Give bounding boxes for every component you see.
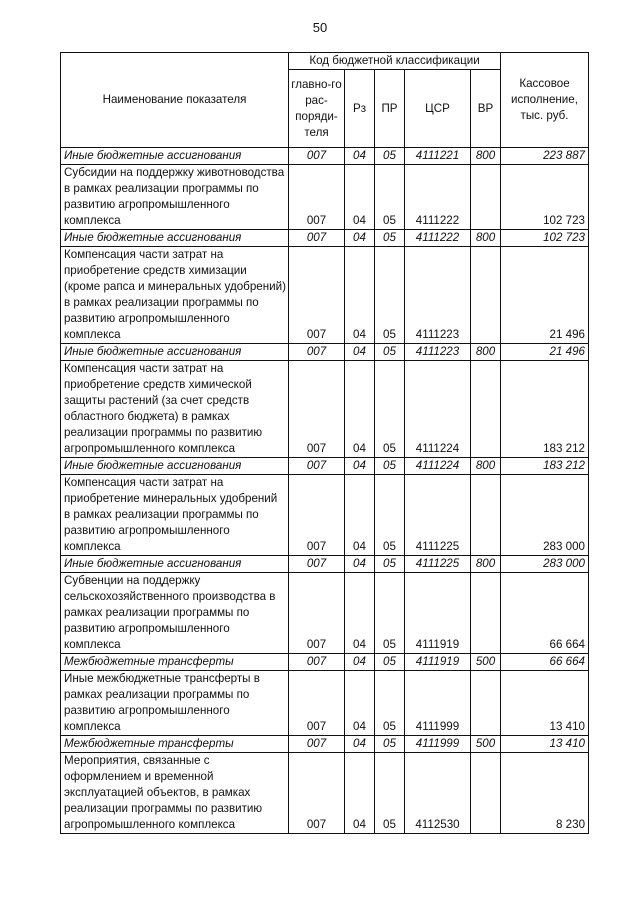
- row-vr: [471, 165, 501, 230]
- row-pr: 05: [375, 230, 405, 247]
- row-pr: 05: [375, 753, 405, 834]
- row-grbs: 007: [289, 148, 345, 165]
- header-col-rz: Рз: [345, 70, 375, 148]
- row-grbs: 007: [289, 165, 345, 230]
- row-value: 102 723: [501, 230, 589, 247]
- header-col-csr: ЦСР: [405, 70, 471, 148]
- row-pr: 05: [375, 671, 405, 736]
- row-csr: 4111225: [405, 556, 471, 573]
- row-name: Субсидии на поддержку животноводства в рамках реализации программы по развитию агропромышленного комплекса: [61, 165, 289, 230]
- row-rz: 04: [345, 148, 375, 165]
- row-rz: 04: [345, 475, 375, 556]
- row-csr: 4111225: [405, 475, 471, 556]
- row-rz: 04: [345, 671, 375, 736]
- row-csr: 4111222: [405, 165, 471, 230]
- row-value: 283 000: [501, 475, 589, 556]
- row-grbs: 007: [289, 573, 345, 654]
- header-col-grbs: главно-го рас-поряди-теля: [289, 70, 345, 148]
- row-pr: 05: [375, 654, 405, 671]
- row-value: 66 664: [501, 573, 589, 654]
- row-grbs: 007: [289, 247, 345, 344]
- row-csr: 4111222: [405, 230, 471, 247]
- row-grbs: 007: [289, 736, 345, 753]
- row-rz: 04: [345, 458, 375, 475]
- row-name: Субвенции на поддержку сельскохозяйственного производства в рамках реализации программы по развитию агропромышленного комплекса: [61, 573, 289, 654]
- row-name: Межбюджетные трансферты: [61, 736, 289, 753]
- row-pr: 05: [375, 458, 405, 475]
- table-row: [61, 753, 589, 834]
- table-row: [61, 247, 589, 344]
- row-value: 8 230: [501, 753, 589, 834]
- row-name: Иные бюджетные ассигнования: [61, 344, 289, 361]
- row-grbs: 007: [289, 671, 345, 736]
- table-row: [61, 573, 589, 654]
- row-rz: 04: [345, 556, 375, 573]
- row-csr: 4111223: [405, 247, 471, 344]
- row-pr: 05: [375, 344, 405, 361]
- row-grbs: 007: [289, 344, 345, 361]
- row-grbs: 007: [289, 556, 345, 573]
- table-row: [61, 671, 589, 736]
- row-pr: 05: [375, 475, 405, 556]
- header-name: Наименование показателя: [61, 53, 289, 148]
- row-pr: 05: [375, 165, 405, 230]
- row-csr: 4111224: [405, 361, 471, 458]
- row-vr: [471, 573, 501, 654]
- row-value: 223 887: [501, 148, 589, 165]
- header-col-vr: ВР: [471, 70, 501, 148]
- row-vr: 800: [471, 148, 501, 165]
- header-col-pr: ПР: [375, 70, 405, 148]
- row-vr: 800: [471, 556, 501, 573]
- row-grbs: 007: [289, 230, 345, 247]
- row-pr: 05: [375, 148, 405, 165]
- table-row: [61, 165, 589, 230]
- row-value: 21 496: [501, 344, 589, 361]
- row-value: 283 000: [501, 556, 589, 573]
- row-csr: 4112530: [405, 753, 471, 834]
- row-name: Иные бюджетные ассигнования: [61, 556, 289, 573]
- page-number: 50: [312, 20, 328, 35]
- row-name: Мероприятия, связанные с оформлением и временной эксплуатацией объектов, в рамках реализации программы по развитию агропромышленного комплекса: [61, 753, 289, 834]
- row-vr: 800: [471, 458, 501, 475]
- row-name: Компенсация части затрат на приобретение средств химизации (кроме рапса и минеральных удобрений) в рамках реализации программы по развитию агропромышленного комплекса: [61, 247, 289, 344]
- table-row: [61, 556, 589, 573]
- row-vr: 500: [471, 654, 501, 671]
- row-rz: 04: [345, 736, 375, 753]
- row-rz: 04: [345, 230, 375, 247]
- row-name: Компенсация части затрат на приобретение средств химической защиты растений (за счет средств областного бюджета) в рамках реализации программы по развитию агропромышленного комплекса: [61, 361, 289, 458]
- row-value: 13 410: [501, 671, 589, 736]
- row-value: 102 723: [501, 165, 589, 230]
- header-classification: Код бюджетной классификации: [289, 53, 501, 70]
- table-row: [61, 344, 589, 361]
- row-pr: 05: [375, 556, 405, 573]
- row-rz: 04: [345, 165, 375, 230]
- row-grbs: 007: [289, 475, 345, 556]
- row-pr: 05: [375, 361, 405, 458]
- table-row: [61, 361, 589, 458]
- row-rz: 04: [345, 361, 375, 458]
- row-grbs: 007: [289, 753, 345, 834]
- row-rz: 04: [345, 753, 375, 834]
- row-rz: 04: [345, 247, 375, 344]
- row-csr: 4111919: [405, 654, 471, 671]
- row-value: 183 212: [501, 458, 589, 475]
- row-csr: 4111224: [405, 458, 471, 475]
- row-pr: 05: [375, 247, 405, 344]
- row-grbs: 007: [289, 458, 345, 475]
- row-vr: 800: [471, 344, 501, 361]
- budget-table: [60, 52, 589, 834]
- row-vr: [471, 361, 501, 458]
- row-name: Иные бюджетные ассигнования: [61, 458, 289, 475]
- row-vr: 500: [471, 736, 501, 753]
- row-csr: 4111999: [405, 671, 471, 736]
- row-csr: 4111223: [405, 344, 471, 361]
- row-value: 183 212: [501, 361, 589, 458]
- row-vr: [471, 753, 501, 834]
- header-total: Кассовое исполнение, тыс. руб.: [501, 53, 589, 148]
- row-csr: 4111999: [405, 736, 471, 753]
- row-name: Иные межбюджетные трансферты в рамках реализации программы по развитию агропромышленного комплекса: [61, 671, 289, 736]
- table-row: [61, 654, 589, 671]
- table-row: [61, 458, 589, 475]
- table-body: [61, 148, 589, 834]
- row-name: Межбюджетные трансферты: [61, 654, 289, 671]
- row-vr: 800: [471, 230, 501, 247]
- row-name: Компенсация части затрат на приобретение минеральных удобрений в рамках реализации программы по развитию агропромышленного комплекса: [61, 475, 289, 556]
- table-row: [61, 475, 589, 556]
- row-pr: 05: [375, 736, 405, 753]
- row-rz: 04: [345, 344, 375, 361]
- row-pr: 05: [375, 573, 405, 654]
- row-grbs: 007: [289, 654, 345, 671]
- row-rz: 04: [345, 573, 375, 654]
- row-rz: 04: [345, 654, 375, 671]
- row-csr: 4111919: [405, 573, 471, 654]
- row-grbs: 007: [289, 361, 345, 458]
- table-row: [61, 148, 589, 165]
- table-row: [61, 736, 589, 753]
- row-value: 21 496: [501, 247, 589, 344]
- row-name: Иные бюджетные ассигнования: [61, 148, 289, 165]
- row-value: 66 664: [501, 654, 589, 671]
- row-vr: [471, 671, 501, 736]
- row-vr: [471, 247, 501, 344]
- row-value: 13 410: [501, 736, 589, 753]
- table-row: [61, 230, 589, 247]
- row-vr: [471, 475, 501, 556]
- row-csr: 4111221: [405, 148, 471, 165]
- row-name: Иные бюджетные ассигнования: [61, 230, 289, 247]
